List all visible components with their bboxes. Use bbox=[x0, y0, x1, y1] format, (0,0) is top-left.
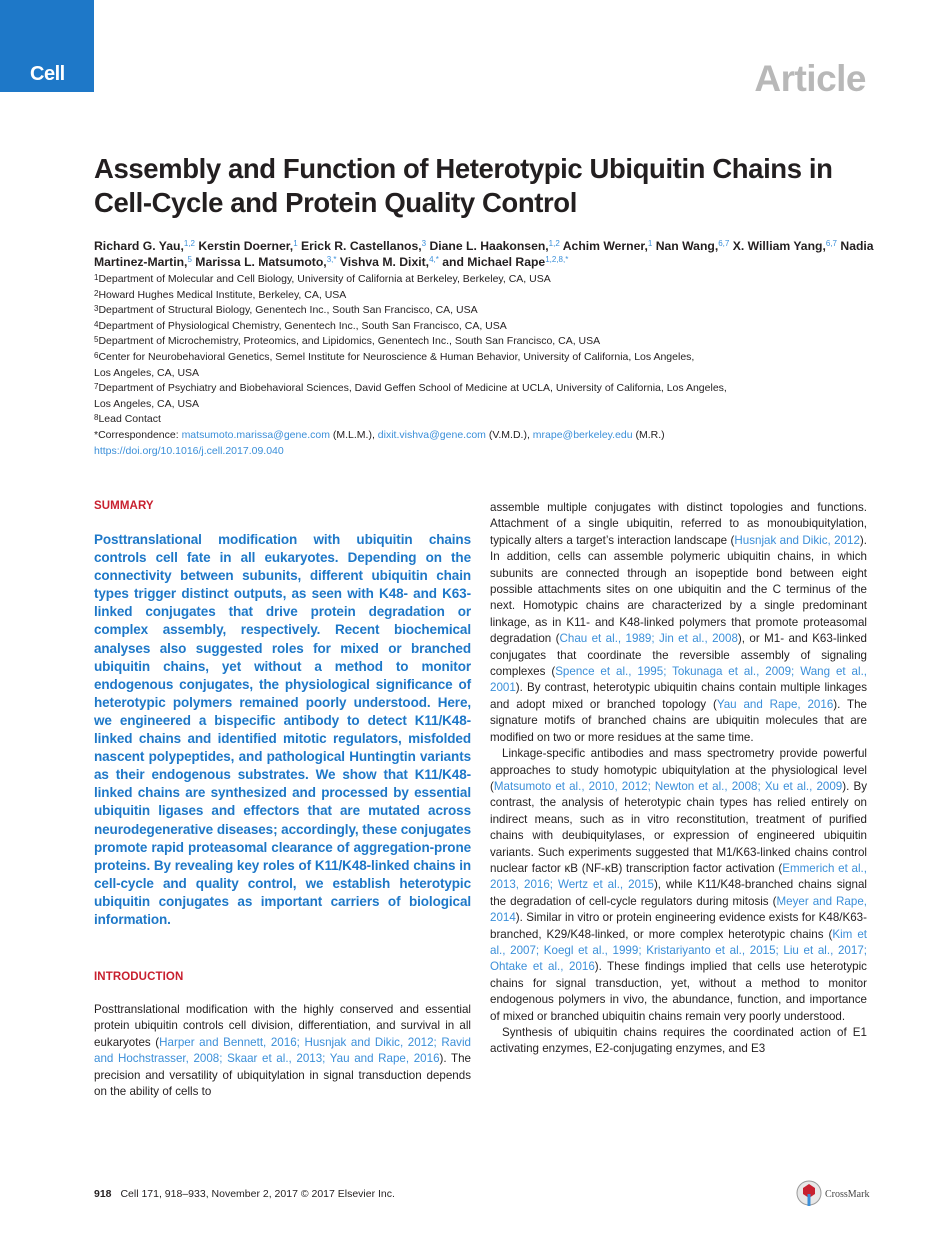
author-affiliation-marks[interactable]: 1 bbox=[647, 239, 653, 248]
affiliation-list bbox=[94, 272, 874, 428]
citation-link[interactable]: Kim et al., 2007; Koegl et al., 1999; Kristariyanto et al., 2015; Liu et al., 2017; Ohtake et al., 2016 bbox=[490, 927, 868, 974]
author-affiliation-marks[interactable]: 1 bbox=[293, 239, 298, 248]
paragraph-text: Posttranslational modification with the highly conserved and essential protein ubiquitin controls cell division, differentiation, and survival in all eukaryotes ( bbox=[94, 1003, 471, 1049]
paragraph-text: ). The signature motifs of branched chains are ubiquitin molecules that are modified on two or more residues at the same time. bbox=[490, 697, 867, 744]
right-column bbox=[490, 500, 867, 1058]
affiliations bbox=[94, 272, 874, 459]
paragraph-text: assemble multiple conjugates with distinct topologies and functions. Attachment of a single ubiquitin, referred to as monoubiquitylation, typically alters a target’s interaction landscape ( bbox=[490, 501, 867, 547]
author-name: Nadia Martinez-Martin, bbox=[94, 239, 874, 269]
citation-link[interactable]: Spence et al., 1995; Tokunaga et al., 2009; Wang et al., 2001 bbox=[490, 665, 868, 695]
body-paragraph-3 bbox=[490, 1025, 867, 1058]
author-affiliation-marks[interactable]: 3,* bbox=[326, 255, 337, 264]
paragraph-text: ). In addition, cells can assemble polymeric ubiquitin chains, in which subunits are connected through an isopeptide bond between eight possible attachments sites on one ubiquitin and the C terminus of the next. Homotypic chains are characterized by a single predominant linkage, as in K11- and K48-linked polymers that promote proteasomal degradation ( bbox=[490, 533, 867, 646]
journal-logo-tab bbox=[0, 0, 94, 92]
page-number: 918 bbox=[94, 1188, 112, 1200]
journal-name: Cell bbox=[30, 63, 65, 85]
affiliation-line: $^8$Lead Contact bbox=[94, 413, 161, 426]
paragraph-text: ), or M1- and K63-linked conjugates that coordinate the reversible assembly of signaling complexes ( bbox=[490, 632, 867, 679]
paragraph-text: ). The precision and versatility of ubiquitylation in signal transduction depends on the ability of cells to bbox=[94, 1052, 471, 1099]
page-footer bbox=[94, 1188, 395, 1200]
affiliation-line: $^4$Department of Physiological Chemistry, Genentech Inc., South San Francisco, CA, USA bbox=[94, 319, 507, 332]
affiliation-line: Los Angeles, CA, USA bbox=[94, 366, 200, 379]
paragraph-text: ). These findings implied that cells use heterotypic chains for signal transduction, yet, without a method to monitor endogenous polymers in vivo, the abundance, function, and importance of mixed or branched ubiquitin chains remain very poorly understood. bbox=[490, 960, 867, 1023]
citation-link[interactable]: Meyer and Rape, 2014 bbox=[490, 894, 867, 925]
author-affiliation-marks[interactable]: 6,7 bbox=[825, 239, 837, 248]
author-name: X. William Yang, bbox=[732, 239, 826, 253]
author-name: Marissa L. Matsumoto, bbox=[195, 255, 327, 269]
left-column bbox=[94, 500, 471, 1101]
article-type-label: Article bbox=[754, 58, 866, 99]
introduction-paragraph bbox=[94, 1002, 471, 1100]
citation-link[interactable]: Emmerich et al., 2013, 2016; Wertz et al., 2015 bbox=[490, 861, 867, 892]
crossmark-badge[interactable] bbox=[796, 1180, 886, 1210]
email-link-dixit[interactable]: dixit.vishva@gene.com bbox=[377, 428, 486, 441]
author-affiliation-marks[interactable]: 1,2 bbox=[183, 239, 195, 248]
citation-link[interactable]: Yau and Rape, 2016 bbox=[716, 697, 834, 711]
crossmark-icon bbox=[796, 1180, 822, 1208]
author-name: Richard G. Yau, bbox=[94, 239, 184, 253]
author-list bbox=[94, 238, 884, 270]
author-name: Erick R. Castellanos, bbox=[301, 239, 422, 253]
affiliation-line: $^5$Department of Microchemistry, Proteomics, and Lipidomics, Genentech Inc., South San Francisco, CA, USA bbox=[94, 335, 601, 348]
paragraph-text: ). Similar in vitro or protein engineering evidence exists for K48/K63-branched, K29/K48-linked, or more complex heterotypic chains ( bbox=[490, 911, 867, 941]
author-name: Kerstin Doerner, bbox=[198, 239, 294, 253]
summary-heading: SUMMARY bbox=[94, 500, 154, 512]
citation-link[interactable]: Harper and Bennett, 2016; Husnjak and Dikic, 2012; Ravid and Hochstrasser, 2008; Skaar et al., 2013; Yau and Rape, 2016 bbox=[94, 1035, 471, 1066]
citation-link[interactable]: Husnjak and Dikic, 2012 bbox=[734, 533, 860, 547]
paragraph-text: ). By contrast, heterotypic ubiquitin chains contain multiple linkages and adopt mixed or branched topology ( bbox=[490, 681, 867, 711]
body-paragraph-1 bbox=[490, 500, 867, 746]
affiliation-line: Los Angeles, CA, USA bbox=[94, 397, 200, 410]
author-name: Achim Werner, bbox=[562, 239, 648, 253]
body-paragraph-2 bbox=[490, 746, 867, 1025]
affiliation-line: $^7$Department of Psychiatry and Biobehavioral Sciences, David Geffen School of Medicine at UCLA, University of California, Los Angeles, bbox=[94, 382, 727, 395]
author-affiliation-marks[interactable]: 4,* bbox=[429, 255, 439, 264]
crossmark-label: CrossMark bbox=[825, 1189, 870, 1200]
email-link-rape[interactable]: mrape@berkeley.edu bbox=[532, 428, 633, 441]
summary-text: Posttranslational modification with ubiquitin chains controls cell fate in all eukaryotes. Depending on the connectivity between subunits, different ubiquitin chain types trigger distinct outputs, as seen with K48- and K63-linked conjugates that drive protein degradation or complex assembly, respectively. Recent biochemical analyses also suggested roles for mixed or branched ubiquitin chains, yet without a method to monitor endogenous conjugates, the physiological significance of heterotypic polymers remained poorly understood. Here, we engineered a bispecific antibody to detect K11/K48-linked chains and identified mitotic regulators, misfolded nascent polypeptides, and pathological Huntingtin variants as their endogenous substrates. We show that K11/K48-linked chains are synthesized and processed by essential ubiquitin ligases and effectors that are mutated across neurodegenerative diseases; accordingly, these conjugates promote rapid proteasomal clearance of aggregation-prone proteins. By revealing key roles of K11/K48-linked chains in cell-cycle and quality control, we establish heterotypic ubiquitin conjugates as important carriers of biological information. bbox=[94, 532, 471, 927]
author-affiliation-marks[interactable]: 1,2,8,* bbox=[545, 255, 569, 264]
paragraph-text: ). By contrast, the analysis of heterotypic chain types has relied entirely on indirect means, such as in vitro reconstitution, treatment of purified chains with deubiquitylases, or expression of engineered ubiquitin variants. Such experiments suggested that M1/K63-linked chains control nuclear factor κB (NF-κB) transcription factor activation ( bbox=[490, 779, 867, 875]
doi-link[interactable]: https://doi.org/10.1016/j.cell.2017.09.040 bbox=[94, 444, 284, 457]
doi-line bbox=[94, 444, 874, 460]
author-affiliation-marks[interactable]: 5 bbox=[187, 255, 192, 264]
author-affiliation-marks[interactable]: 1,2 bbox=[548, 239, 560, 248]
author-affiliation-marks[interactable]: 3 bbox=[421, 239, 427, 248]
affiliation-line: $^6$Center for Neurobehavioral Genetics, Semel Institute for Neuroscience & Human Behavior, University of California, Los Angeles, bbox=[94, 350, 695, 363]
affiliation-line: $^2$Howard Hughes Medical Institute, Berkeley, CA, USA bbox=[94, 288, 347, 301]
citation-text: Cell 171, 918–933, November 2, 2017 © 2017 Elsevier Inc. bbox=[120, 1188, 395, 1200]
affiliation-line: $^1$Department of Molecular and Cell Biology, University of California at Berkeley, Berkeley, CA, USA bbox=[94, 273, 551, 285]
author-name: Diane L. Haakonsen, bbox=[429, 239, 549, 253]
affiliation-line: $^3$Department of Structural Biology, Genentech Inc., South San Francisco, CA, USA bbox=[94, 304, 478, 317]
introduction-heading: INTRODUCTION bbox=[94, 971, 184, 984]
correspondence-line: *Correspondence: matsumoto.marissa@gene.com (M.L.M.), dixit.vishva@gene.com (V.M.D.), mrape@berkeley.edu (M.R.) bbox=[94, 428, 665, 441]
author-name: Vishva M. Dixit, bbox=[339, 255, 430, 269]
paragraph-text: Linkage-specific antibodies and mass spectrometry provide powerful approaches to study homotypic ubiquitylation at the physiological level ( bbox=[490, 747, 867, 793]
email-link-matsumoto[interactable]: matsumoto.marissa@gene.com bbox=[181, 428, 330, 441]
paragraph-text: Synthesis of ubiquitin chains requires the coordinated action of E1 activating enzymes, E2-conjugating enzymes, and E3 bbox=[490, 1026, 867, 1056]
citation-link[interactable]: Chau et al., 1989; Jin et al., 2008 bbox=[559, 632, 738, 646]
author-affiliation-marks[interactable]: 6,7 bbox=[718, 239, 730, 248]
citation-link[interactable]: Matsumoto et al., 2010, 2012; Newton et al., 2008; Xu et al., 2009 bbox=[493, 779, 843, 793]
author-name: and Michael Rape bbox=[442, 255, 546, 269]
article-title: Assembly and Function of Heterotypic Ubiquitin Chains in Cell-Cycle and Protein Quality Control bbox=[94, 153, 833, 218]
paragraph-text: ), while K11/K48-branched chains signal the degradation of cell-cycle regulators during mitosis ( bbox=[490, 878, 868, 908]
author-name: Nan Wang, bbox=[655, 239, 719, 253]
